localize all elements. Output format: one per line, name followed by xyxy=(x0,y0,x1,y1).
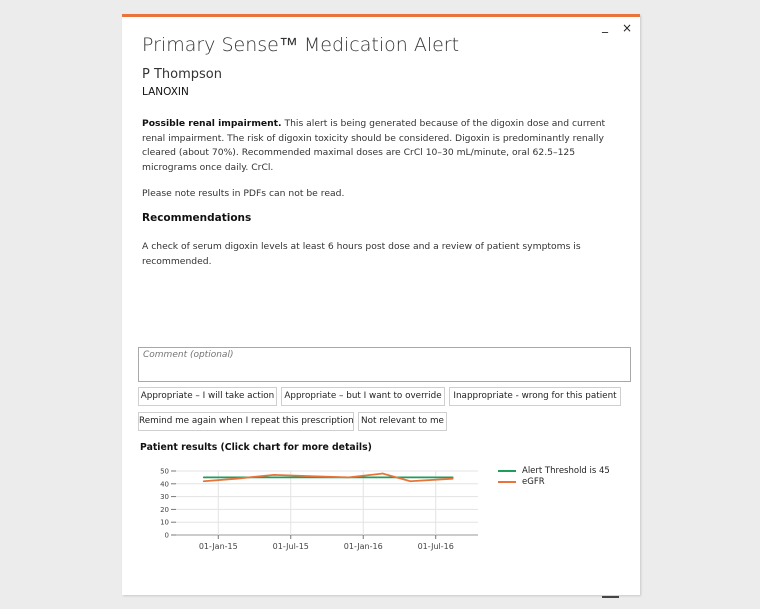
y-tick-label: 0 xyxy=(164,531,169,540)
pdf-note: Please note results in PDFs can not be read. xyxy=(142,188,345,199)
legend-item-threshold xyxy=(498,465,610,476)
egfr-point xyxy=(409,480,411,482)
egfr-point xyxy=(308,475,310,477)
x-tick-label: 01-Jul-16 xyxy=(417,542,454,551)
appropriate-override-button[interactable]: Appropriate – but I want to override xyxy=(281,387,445,406)
alert-body: This alert is being generated because of the digoxin dose and current renal impairment. The risk of digoxin toxicity should be considered. Digoxin is predominantly renally cleared (about 70%). Recommended maximal doses are CrCl 10–30 mL/minute, oral 62.5–125 micrograms once daily. CrCl. xyxy=(142,118,606,173)
legend-swatch-egfr xyxy=(498,481,516,483)
egfr-point xyxy=(236,478,238,480)
alert-message xyxy=(142,117,622,175)
y-tick-label: 50 xyxy=(160,467,169,476)
recommendations-text: A check of serum digoxin levels at least 6 hours post dose and a review of patient symptoms is recommended. xyxy=(142,241,581,267)
drug-name: LANOXIN xyxy=(142,86,189,98)
comment-input[interactable] xyxy=(138,347,631,382)
alert-heading: Possible renal impairment. xyxy=(142,118,282,129)
appropriate-take-action-button[interactable]: Appropriate – I will take action xyxy=(138,387,277,406)
egfr-point xyxy=(382,473,384,475)
patient-name: P Thompson xyxy=(142,67,222,82)
legend-swatch-threshold xyxy=(498,470,516,472)
x-tick-label: 01-Jul-15 xyxy=(272,542,309,551)
egfr-point xyxy=(348,477,350,479)
medication-alert-dialog xyxy=(122,14,640,595)
chart-legend xyxy=(498,465,610,487)
inappropriate-button[interactable]: Inappropriate - wrong for this patient xyxy=(449,387,621,406)
egfr-point xyxy=(452,478,454,480)
dialog-title: Primary Sense™ Medication Alert xyxy=(142,34,460,56)
threshold-point xyxy=(203,477,205,479)
y-tick-label: 20 xyxy=(160,505,169,514)
patient-results-chart[interactable] xyxy=(122,457,492,587)
legend-item-egfr xyxy=(498,476,610,487)
x-tick-label: 01-Jan-15 xyxy=(198,542,238,551)
legend-label-egfr: eGFR xyxy=(522,476,545,487)
egfr-point xyxy=(203,480,205,482)
remind-me-again-button[interactable]: Remind me again when I repeat this prescription xyxy=(138,412,354,431)
egfr-point xyxy=(273,474,275,476)
y-tick-label: 30 xyxy=(160,493,169,502)
x-tick-label: 01-Jan-16 xyxy=(343,542,383,551)
chart-title: Patient results (Click chart for more details) xyxy=(140,442,372,453)
legend-label-threshold: Alert Threshold is 45 xyxy=(522,465,610,476)
recommendations-heading: Recommendations xyxy=(142,212,252,224)
resize-handle[interactable] xyxy=(602,596,619,598)
y-tick-label: 40 xyxy=(160,480,169,489)
y-tick-label: 10 xyxy=(160,518,169,527)
minimize-icon[interactable]: _ xyxy=(602,19,608,33)
not-relevant-button[interactable]: Not relevant to me xyxy=(358,412,447,431)
close-icon[interactable]: × xyxy=(622,21,633,35)
